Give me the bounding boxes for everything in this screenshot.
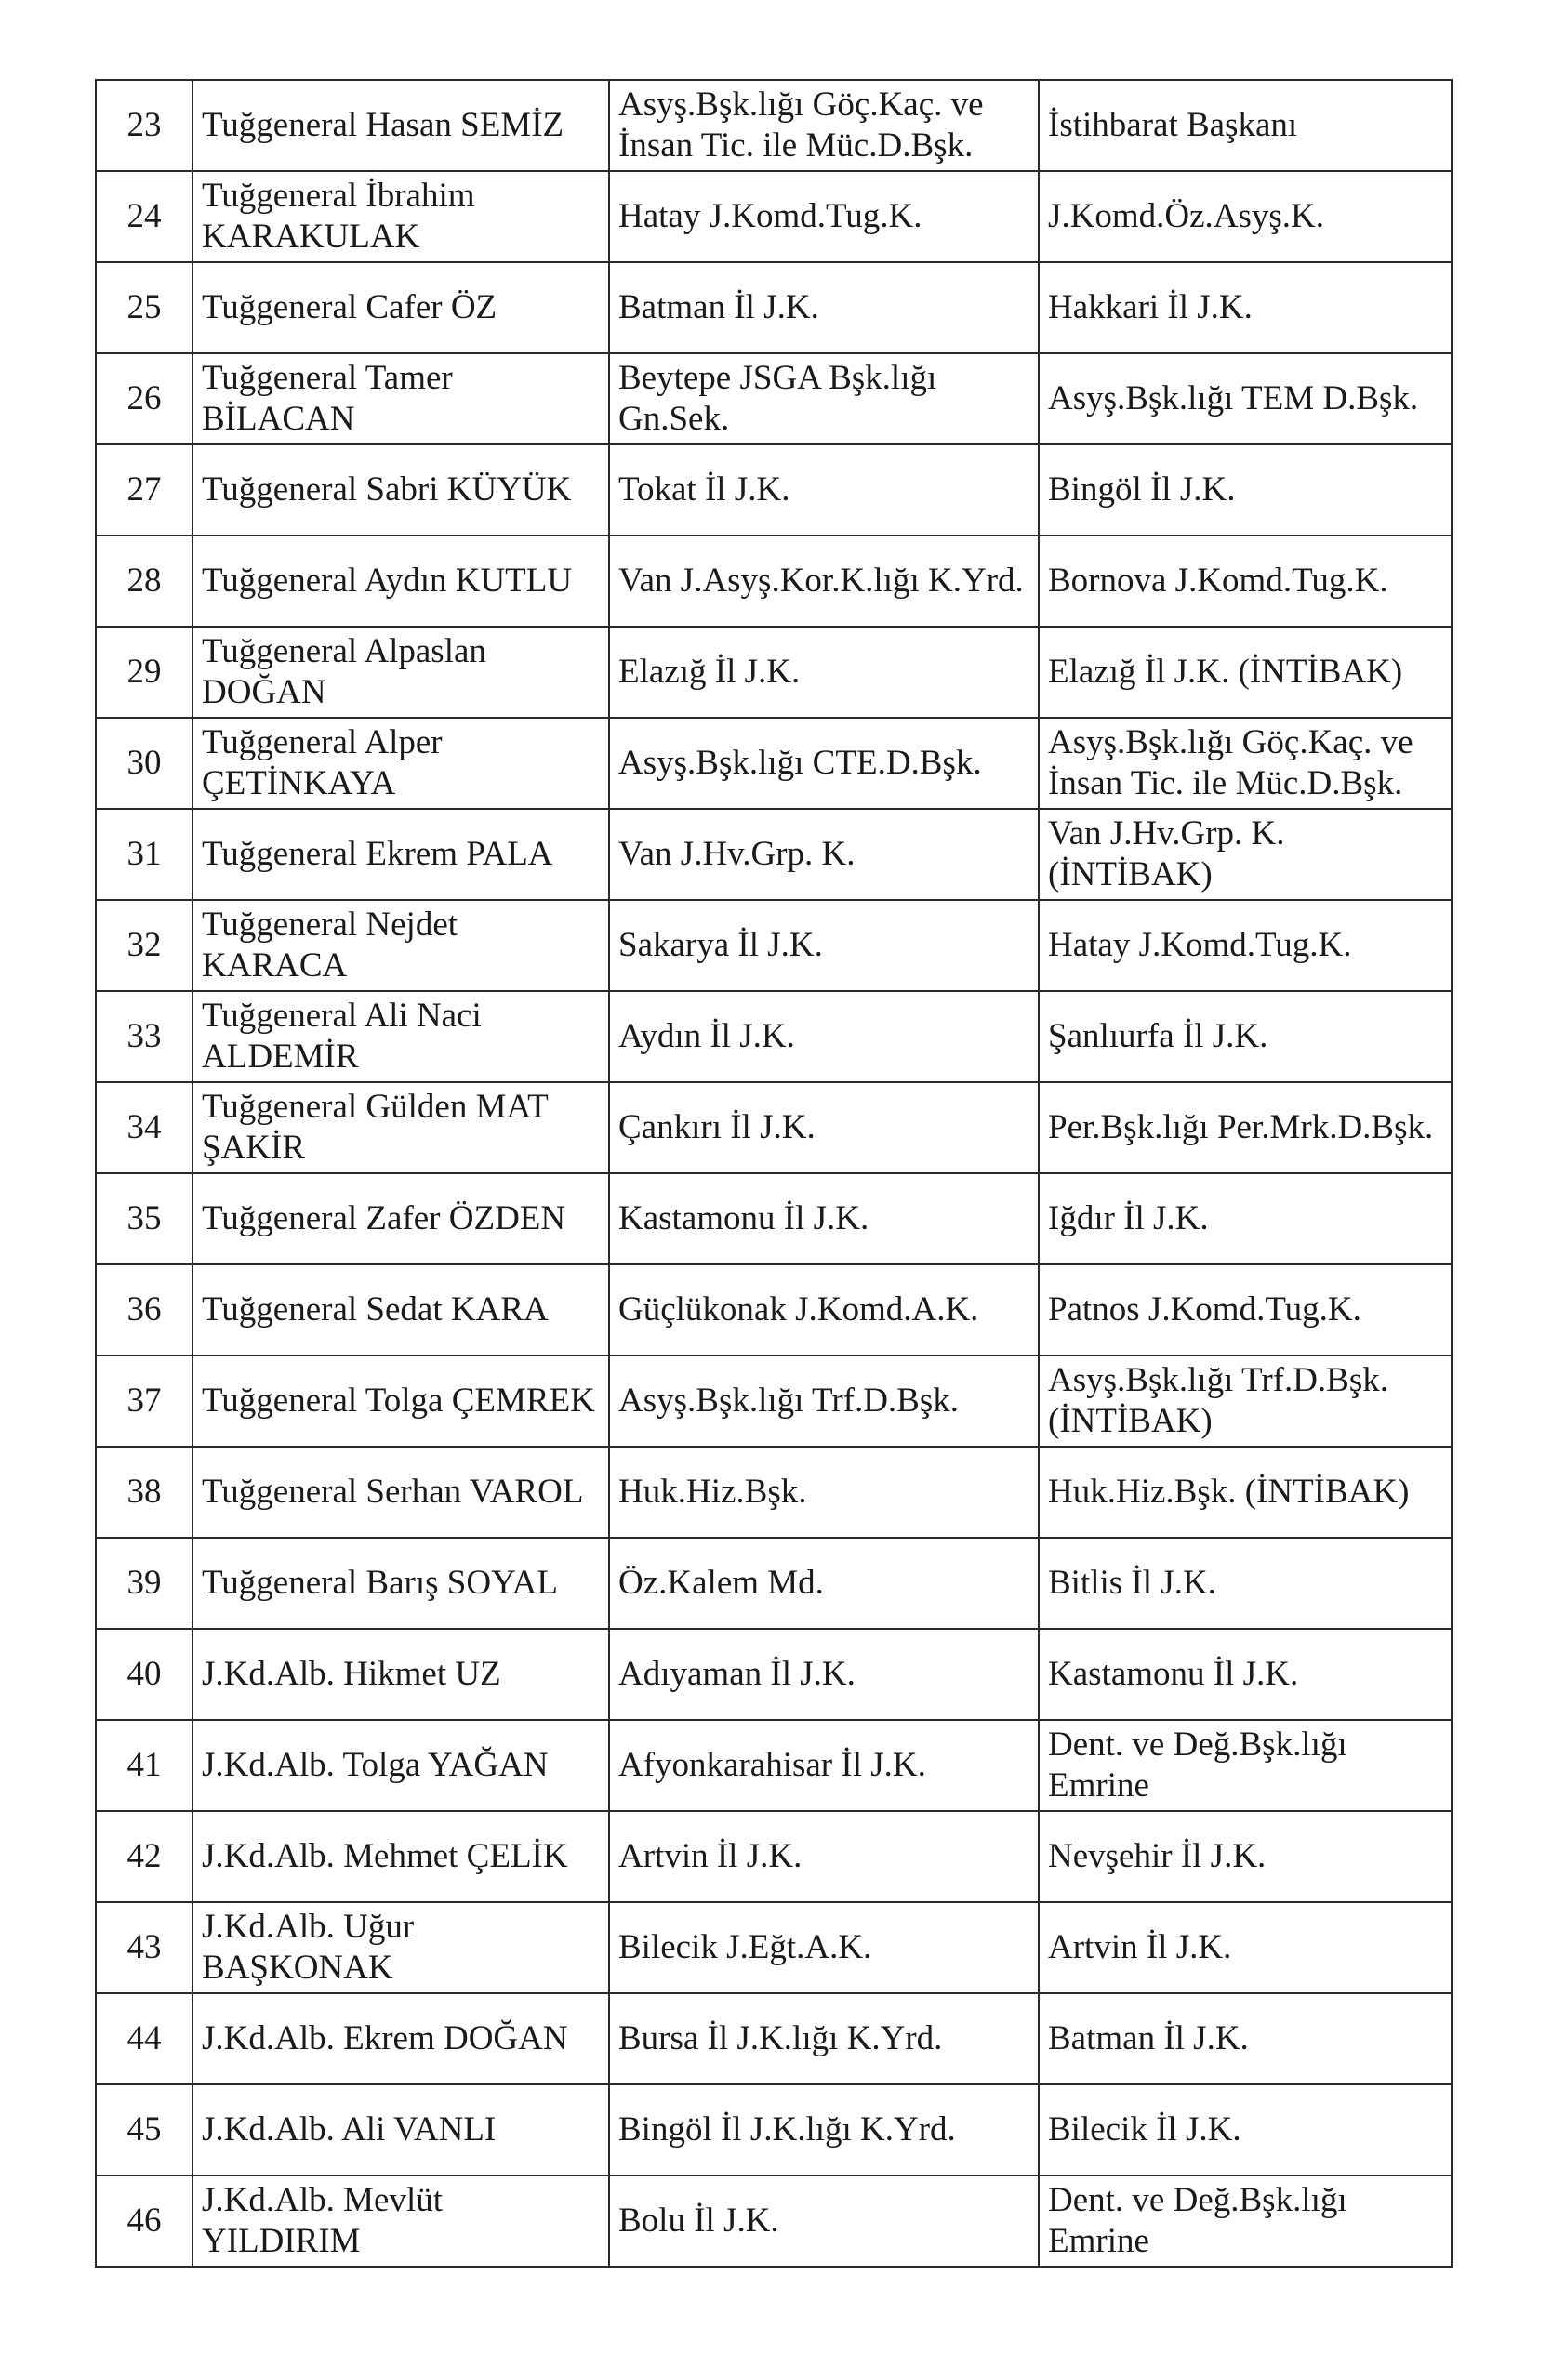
current-post-cell: [609, 1355, 1039, 1447]
officer-name: Tuğgeneral Serhan VAROL: [202, 1473, 584, 1511]
current-post-cell: [609, 1629, 1039, 1720]
current-post-cell: [609, 536, 1039, 627]
new-post: Dent. ve Değ.Bşk.lığı Emrine: [1048, 1726, 1347, 1805]
current-post-cell: [609, 2084, 1039, 2175]
officer-name-cell: [192, 2084, 609, 2175]
row-number: 34: [126, 1108, 162, 1146]
officer-name: Tuğgeneral Sedat KARA: [202, 1290, 549, 1329]
table-row: [96, 171, 1452, 262]
new-post: Hakkari İl J.K.: [1048, 288, 1253, 326]
officer-name: J.Kd.Alb. Mehmet ÇELİK: [202, 1837, 568, 1875]
row-number: 25: [126, 288, 162, 326]
row-number: 35: [126, 1199, 162, 1237]
new-post: Asyş.Bşk.lığı Trf.D.Bşk. (İNTİBAK): [1048, 1361, 1389, 1440]
table-row: [96, 444, 1452, 536]
new-post-cell: [1039, 900, 1452, 991]
officer-name: Tuğgeneral Hasan SEMİZ: [202, 106, 564, 144]
row-number-cell: [96, 353, 192, 444]
table-row: [96, 627, 1452, 718]
row-number-cell: [96, 809, 192, 900]
table-row: [96, 1720, 1452, 1811]
new-post: Asyş.Bşk.lığı TEM D.Bşk.: [1048, 379, 1419, 417]
officer-name: J.Kd.Alb. Mevlüt YILDIRIM: [202, 2181, 443, 2260]
row-number: 38: [126, 1473, 162, 1511]
row-number-cell: [96, 1902, 192, 1993]
current-post-cell: [609, 809, 1039, 900]
officer-name-cell: [192, 80, 609, 171]
officer-name-cell: [192, 2175, 609, 2267]
officer-name-cell: [192, 1264, 609, 1355]
table-row: [96, 809, 1452, 900]
current-post-cell: [609, 80, 1039, 171]
row-number-cell: [96, 2175, 192, 2267]
officer-name: Tuğgeneral Nejdet KARACA: [202, 906, 458, 985]
new-post-cell: [1039, 1447, 1452, 1538]
current-post: Batman İl J.K.: [618, 288, 819, 326]
officer-name: Tuğgeneral Tamer BİLACAN: [202, 359, 453, 438]
current-post: Van J.Hv.Grp. K.: [618, 835, 856, 873]
new-post: Kastamonu İl J.K.: [1048, 1655, 1299, 1693]
current-post: Asyş.Bşk.lığı Göç.Kaç. ve İnsan Tic. ile Müc.D.Bşk.: [618, 86, 984, 165]
current-post-cell: [609, 900, 1039, 991]
new-post-cell: [1039, 1355, 1452, 1447]
new-post-cell: [1039, 627, 1452, 718]
row-number: 31: [126, 835, 162, 873]
new-post: Elazığ İl J.K. (İNTİBAK): [1048, 653, 1403, 691]
officer-name: Tuğgeneral İbrahim KARAKULAK: [202, 177, 475, 256]
row-number: 44: [126, 2019, 162, 2057]
table-row: [96, 718, 1452, 809]
row-number: 37: [126, 1382, 162, 1420]
current-post-cell: [609, 1447, 1039, 1538]
new-post-cell: [1039, 171, 1452, 262]
row-number-cell: [96, 536, 192, 627]
row-number: 32: [126, 926, 162, 964]
new-post-cell: [1039, 1902, 1452, 1993]
row-number-cell: [96, 1720, 192, 1811]
new-post: Batman İl J.K.: [1048, 2019, 1249, 2057]
current-post: Bilecik J.Eğt.A.K.: [618, 1928, 872, 1966]
new-post: Şanlıurfa İl J.K.: [1048, 1017, 1268, 1055]
row-number: 42: [126, 1837, 162, 1875]
row-number-cell: [96, 171, 192, 262]
new-post: Asyş.Bşk.lığı Göç.Kaç. ve İnsan Tic. ile Müc.D.Bşk.: [1048, 723, 1413, 802]
new-post-cell: [1039, 1993, 1452, 2084]
table-row: [96, 1173, 1452, 1264]
officer-name-cell: [192, 1173, 609, 1264]
new-post: Bornova J.Komd.Tug.K.: [1048, 562, 1388, 600]
row-number: 28: [126, 562, 162, 600]
officer-name-cell: [192, 171, 609, 262]
current-post: Bursa İl J.K.lığı K.Yrd.: [618, 2019, 943, 2057]
new-post-cell: [1039, 1173, 1452, 1264]
officer-name-cell: [192, 1082, 609, 1173]
new-post: Hatay J.Komd.Tug.K.: [1048, 926, 1352, 964]
new-post-cell: [1039, 1811, 1452, 1902]
officer-name: Tuğgeneral Gülden MAT ŞAKİR: [202, 1088, 549, 1167]
current-post: Asyş.Bşk.lığı CTE.D.Bşk.: [618, 744, 982, 782]
row-number: 23: [126, 106, 162, 144]
current-post-cell: [609, 627, 1039, 718]
new-post-cell: [1039, 536, 1452, 627]
table-row: [96, 536, 1452, 627]
row-number-cell: [96, 627, 192, 718]
row-number: 29: [126, 653, 162, 691]
current-post: Bolu İl J.K.: [618, 2202, 779, 2240]
officer-name-cell: [192, 991, 609, 1082]
new-post-cell: [1039, 262, 1452, 353]
officer-name: Tuğgeneral Aydın KUTLU: [202, 562, 573, 600]
new-post-cell: [1039, 1629, 1452, 1720]
officer-name-cell: [192, 1447, 609, 1538]
new-post-cell: [1039, 991, 1452, 1082]
current-post: Beytepe JSGA Bşk.lığı Gn.Sek.: [618, 359, 937, 438]
table-row: [96, 1629, 1452, 1720]
officer-name-cell: [192, 718, 609, 809]
row-number: 27: [126, 470, 162, 509]
row-number-cell: [96, 1629, 192, 1720]
current-post: Asyş.Bşk.lığı Trf.D.Bşk.: [618, 1382, 960, 1420]
current-post: Hatay J.Komd.Tug.K.: [618, 197, 922, 235]
officer-name-cell: [192, 444, 609, 536]
row-number: 40: [126, 1655, 162, 1693]
new-post: Per.Bşk.lığı Per.Mrk.D.Bşk.: [1048, 1108, 1434, 1146]
row-number-cell: [96, 991, 192, 1082]
current-post-cell: [609, 1173, 1039, 1264]
table-row: [96, 1447, 1452, 1538]
current-post-cell: [609, 2175, 1039, 2267]
row-number-cell: [96, 718, 192, 809]
row-number-cell: [96, 262, 192, 353]
new-post-cell: [1039, 809, 1452, 900]
current-post: Bingöl İl J.K.lığı K.Yrd.: [618, 2110, 956, 2149]
current-post-cell: [609, 1993, 1039, 2084]
table-row: [96, 80, 1452, 171]
officer-name: J.Kd.Alb. Ekrem DOĞAN: [202, 2019, 568, 2057]
officer-name-cell: [192, 536, 609, 627]
row-number-cell: [96, 1811, 192, 1902]
current-post: Tokat İl J.K.: [618, 470, 790, 509]
row-number: 39: [126, 1564, 162, 1602]
new-post-cell: [1039, 1720, 1452, 1811]
new-post-cell: [1039, 353, 1452, 444]
row-number-cell: [96, 1355, 192, 1447]
new-post: Bilecik İl J.K.: [1048, 2110, 1241, 2149]
new-post: Iğdır İl J.K.: [1048, 1199, 1209, 1237]
new-post-cell: [1039, 1264, 1452, 1355]
officer-name-cell: [192, 900, 609, 991]
current-post-cell: [609, 1082, 1039, 1173]
table-row: [96, 1993, 1452, 2084]
current-post-cell: [609, 444, 1039, 536]
row-number-cell: [96, 1173, 192, 1264]
row-number: 36: [126, 1290, 162, 1329]
row-number: 33: [126, 1017, 162, 1055]
officer-name: Tuğgeneral Tolga ÇEMREK: [202, 1382, 595, 1420]
current-post-cell: [609, 1538, 1039, 1629]
table-row: [96, 900, 1452, 991]
officer-name-cell: [192, 1629, 609, 1720]
table-row: [96, 1355, 1452, 1447]
new-post: Bitlis İl J.K.: [1048, 1564, 1216, 1602]
officer-name-cell: [192, 1902, 609, 1993]
officer-name: J.Kd.Alb. Uğur BAŞKONAK: [202, 1908, 415, 1987]
officer-name-cell: [192, 809, 609, 900]
current-post-cell: [609, 1720, 1039, 1811]
row-number: 43: [126, 1928, 162, 1966]
row-number-cell: [96, 900, 192, 991]
current-post: Güçlükonak J.Komd.A.K.: [618, 1290, 979, 1329]
row-number-cell: [96, 1538, 192, 1629]
current-post: Öz.Kalem Md.: [618, 1564, 824, 1602]
officer-name-cell: [192, 1993, 609, 2084]
current-post-cell: [609, 262, 1039, 353]
row-number: 26: [126, 379, 162, 417]
officer-name: Tuğgeneral Zafer ÖZDEN: [202, 1199, 566, 1237]
table-row: [96, 1902, 1452, 1993]
current-post: Aydın İl J.K.: [618, 1017, 795, 1055]
new-post: Bingöl İl J.K.: [1048, 470, 1236, 509]
current-post-cell: [609, 718, 1039, 809]
current-post: Artvin İl J.K.: [618, 1837, 803, 1875]
assignment-table: [95, 79, 1453, 2268]
new-post: J.Komd.Öz.Asyş.K.: [1048, 197, 1325, 235]
row-number: 30: [126, 744, 162, 782]
officer-name-cell: [192, 627, 609, 718]
new-post-cell: [1039, 80, 1452, 171]
officer-name-cell: [192, 1811, 609, 1902]
current-post: Huk.Hiz.Bşk.: [618, 1473, 807, 1511]
row-number-cell: [96, 1447, 192, 1538]
current-post: Adıyaman İl J.K.: [618, 1655, 856, 1693]
current-post-cell: [609, 353, 1039, 444]
table-row: [96, 991, 1452, 1082]
row-number-cell: [96, 2084, 192, 2175]
officer-name-cell: [192, 1720, 609, 1811]
table-row: [96, 1264, 1452, 1355]
officer-name: Tuğgeneral Sabri KÜYÜK: [202, 470, 572, 509]
row-number: 24: [126, 197, 162, 235]
current-post: Çankırı İl J.K.: [618, 1108, 816, 1146]
officer-name-cell: [192, 1355, 609, 1447]
current-post: Sakarya İl J.K.: [618, 926, 823, 964]
officer-name: Tuğgeneral Ekrem PALA: [202, 835, 553, 873]
officer-name: Tuğgeneral Ali Naci ALDEMİR: [202, 997, 482, 1076]
table-row: [96, 262, 1452, 353]
officer-name-cell: [192, 353, 609, 444]
officer-name: J.Kd.Alb. Ali VANLI: [202, 2110, 497, 2149]
row-number: 41: [126, 1746, 162, 1784]
row-number: 46: [126, 2202, 162, 2240]
current-post-cell: [609, 991, 1039, 1082]
current-post-cell: [609, 171, 1039, 262]
table-row: [96, 1811, 1452, 1902]
table-row: [96, 1082, 1452, 1173]
current-post: Van J.Asyş.Kor.K.lığı K.Yrd.: [618, 562, 1024, 600]
new-post-cell: [1039, 444, 1452, 536]
row-number-cell: [96, 1264, 192, 1355]
new-post: Artvin İl J.K.: [1048, 1928, 1232, 1966]
row-number-cell: [96, 1993, 192, 2084]
new-post-cell: [1039, 1082, 1452, 1173]
table-row: [96, 353, 1452, 444]
new-post: Huk.Hiz.Bşk. (İNTİBAK): [1048, 1473, 1410, 1511]
current-post-cell: [609, 1811, 1039, 1902]
current-post-cell: [609, 1902, 1039, 1993]
table-row: [96, 2175, 1452, 2267]
current-post: Kastamonu İl J.K.: [618, 1199, 869, 1237]
table-row: [96, 1538, 1452, 1629]
new-post: Patnos J.Komd.Tug.K.: [1048, 1290, 1361, 1329]
officer-name-cell: [192, 1538, 609, 1629]
new-post-cell: [1039, 1538, 1452, 1629]
new-post: İstihbarat Başkanı: [1048, 106, 1298, 144]
officer-name-cell: [192, 262, 609, 353]
current-post-cell: [609, 1264, 1039, 1355]
row-number: 45: [126, 2110, 162, 2149]
officer-name: Tuğgeneral Alper ÇETİNKAYA: [202, 723, 443, 802]
officer-name: Tuğgeneral Cafer ÖZ: [202, 288, 497, 326]
officer-name: J.Kd.Alb. Hikmet UZ: [202, 1655, 501, 1693]
new-post-cell: [1039, 2175, 1452, 2267]
row-number-cell: [96, 444, 192, 536]
current-post: Elazığ İl J.K.: [618, 653, 801, 691]
new-post: Dent. ve Değ.Bşk.lığı Emrine: [1048, 2181, 1347, 2260]
officer-name: Tuğgeneral Alpaslan DOĞAN: [202, 632, 486, 711]
new-post-cell: [1039, 2084, 1452, 2175]
officer-name: Tuğgeneral Barış SOYAL: [202, 1564, 559, 1602]
new-post: Nevşehir İl J.K.: [1048, 1837, 1267, 1875]
row-number-cell: [96, 1082, 192, 1173]
current-post: Afyonkarahisar İl J.K.: [618, 1746, 926, 1784]
new-post: Van J.Hv.Grp. K. (İNTİBAK): [1048, 814, 1285, 893]
row-number-cell: [96, 80, 192, 171]
table-row: [96, 2084, 1452, 2175]
officer-name: J.Kd.Alb. Tolga YAĞAN: [202, 1746, 549, 1784]
assignment-table-body: [96, 80, 1452, 2267]
new-post-cell: [1039, 718, 1452, 809]
